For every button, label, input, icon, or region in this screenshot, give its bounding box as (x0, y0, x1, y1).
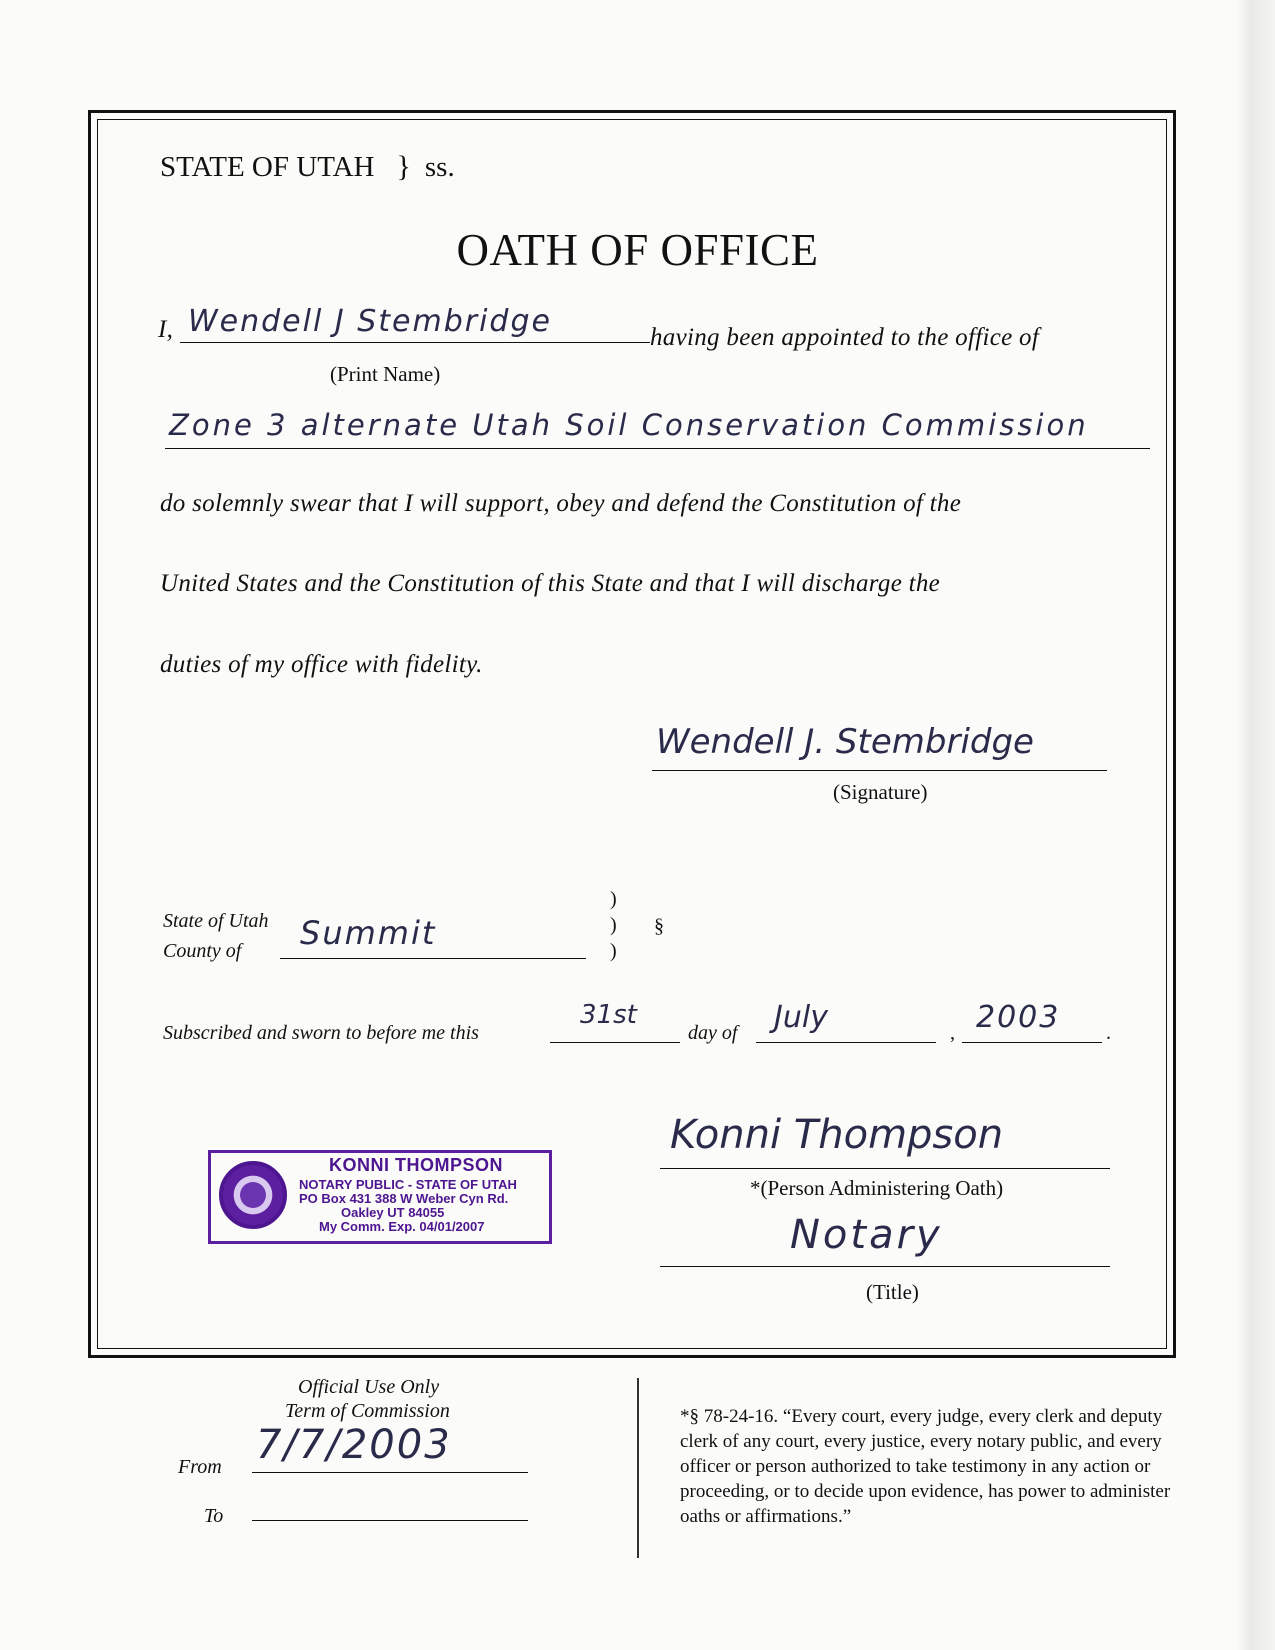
year-line (962, 1000, 1102, 1043)
month-line (756, 1000, 936, 1043)
title-line (660, 1212, 1110, 1267)
date-comma: , (950, 1022, 955, 1044)
subscribed-text: Subscribed and sworn to before me this (163, 1022, 479, 1044)
title-caption: (Title) (866, 1280, 919, 1304)
handwritten-name: Wendell J Stembridge (188, 304, 552, 339)
ss-abbrev: ss. (424, 151, 455, 183)
from-label: From (178, 1456, 222, 1478)
handwritten-month: July (774, 1000, 828, 1035)
paren-1: ) (610, 888, 617, 910)
paren-2: ) (610, 914, 617, 936)
paren-3: ) (610, 940, 617, 962)
stamp-line-1: KONNI THOMPSON (329, 1155, 504, 1175)
handwritten-county: Summit (300, 914, 437, 952)
notary-seal-icon (219, 1161, 287, 1229)
oath-prefix: I, (158, 316, 174, 343)
vertical-divider (637, 1378, 639, 1558)
day-line (550, 1000, 680, 1043)
to-line (252, 1488, 528, 1521)
document-title: OATH OF OFFICE (456, 225, 819, 275)
oath-line-3: duties of my office with fidelity. (160, 651, 483, 678)
administrator-caption: *(Person Administering Oath) (750, 1176, 1004, 1200)
brace: } (396, 150, 411, 183)
to-label: To (204, 1505, 224, 1527)
stamp-line-2: NOTARY PUBLIC - STATE OF UTAH (299, 1177, 517, 1192)
stamp-line-5: My Comm. Exp. 04/01/2007 (319, 1219, 485, 1234)
handwritten-signature: Wendell J. Stembridge (656, 722, 1034, 762)
handwritten-day: 31st (580, 1000, 637, 1030)
term-of-commission-heading: Term of Commission (285, 1400, 450, 1422)
state-label: State of Utah (163, 910, 269, 932)
county-line (280, 914, 586, 959)
from-line (252, 1424, 528, 1473)
oath-line-2: United States and the Constitution of this State and that I will discharge the (160, 570, 941, 597)
state-heading: STATE OF UTAH (160, 151, 375, 183)
handwritten-administrator: Konni Thompson (670, 1112, 1004, 1158)
date-period: . (1106, 1022, 1111, 1044)
statute-footnote: *§ 78-24-16. “Every court, every judge, every clerk and deputy clerk of any court, every justice, every notary public, and every officer or person authorized to take testimony in any action or proceeding, or to decide upon evidence, has power to administer oaths or affirmations.” (680, 1406, 1171, 1527)
official-use-heading: Official Use Only (298, 1376, 440, 1398)
signature-line (652, 722, 1107, 771)
appointed-text: having been appointed to the office of (650, 324, 1040, 351)
handwritten-from-date: 7/7/2003 (256, 1422, 452, 1468)
oath-line-1: do solemnly swear that I will support, obey and defend the Constitution of the (160, 490, 962, 517)
venue-header (160, 150, 455, 184)
print-name-line (180, 300, 650, 343)
office-line (165, 406, 1150, 449)
handwritten-title: Notary (790, 1212, 943, 1258)
administrator-line (660, 1112, 1110, 1169)
stamp-line-4: Oakley UT 84055 (341, 1205, 445, 1220)
day-of-label: day of (688, 1022, 738, 1044)
notary-stamp (208, 1150, 552, 1244)
handwritten-year: 2003 (976, 1000, 1061, 1035)
section-symbol: § (654, 915, 664, 937)
county-label: County of (163, 940, 242, 962)
handwritten-office: Zone 3 alternate Utah Soil Conservation Commission (169, 408, 1089, 442)
stamp-line-3: PO Box 431 388 W Weber Cyn Rd. (299, 1191, 509, 1206)
print-name-caption: (Print Name) (330, 362, 441, 386)
signature-caption: (Signature) (833, 780, 928, 804)
